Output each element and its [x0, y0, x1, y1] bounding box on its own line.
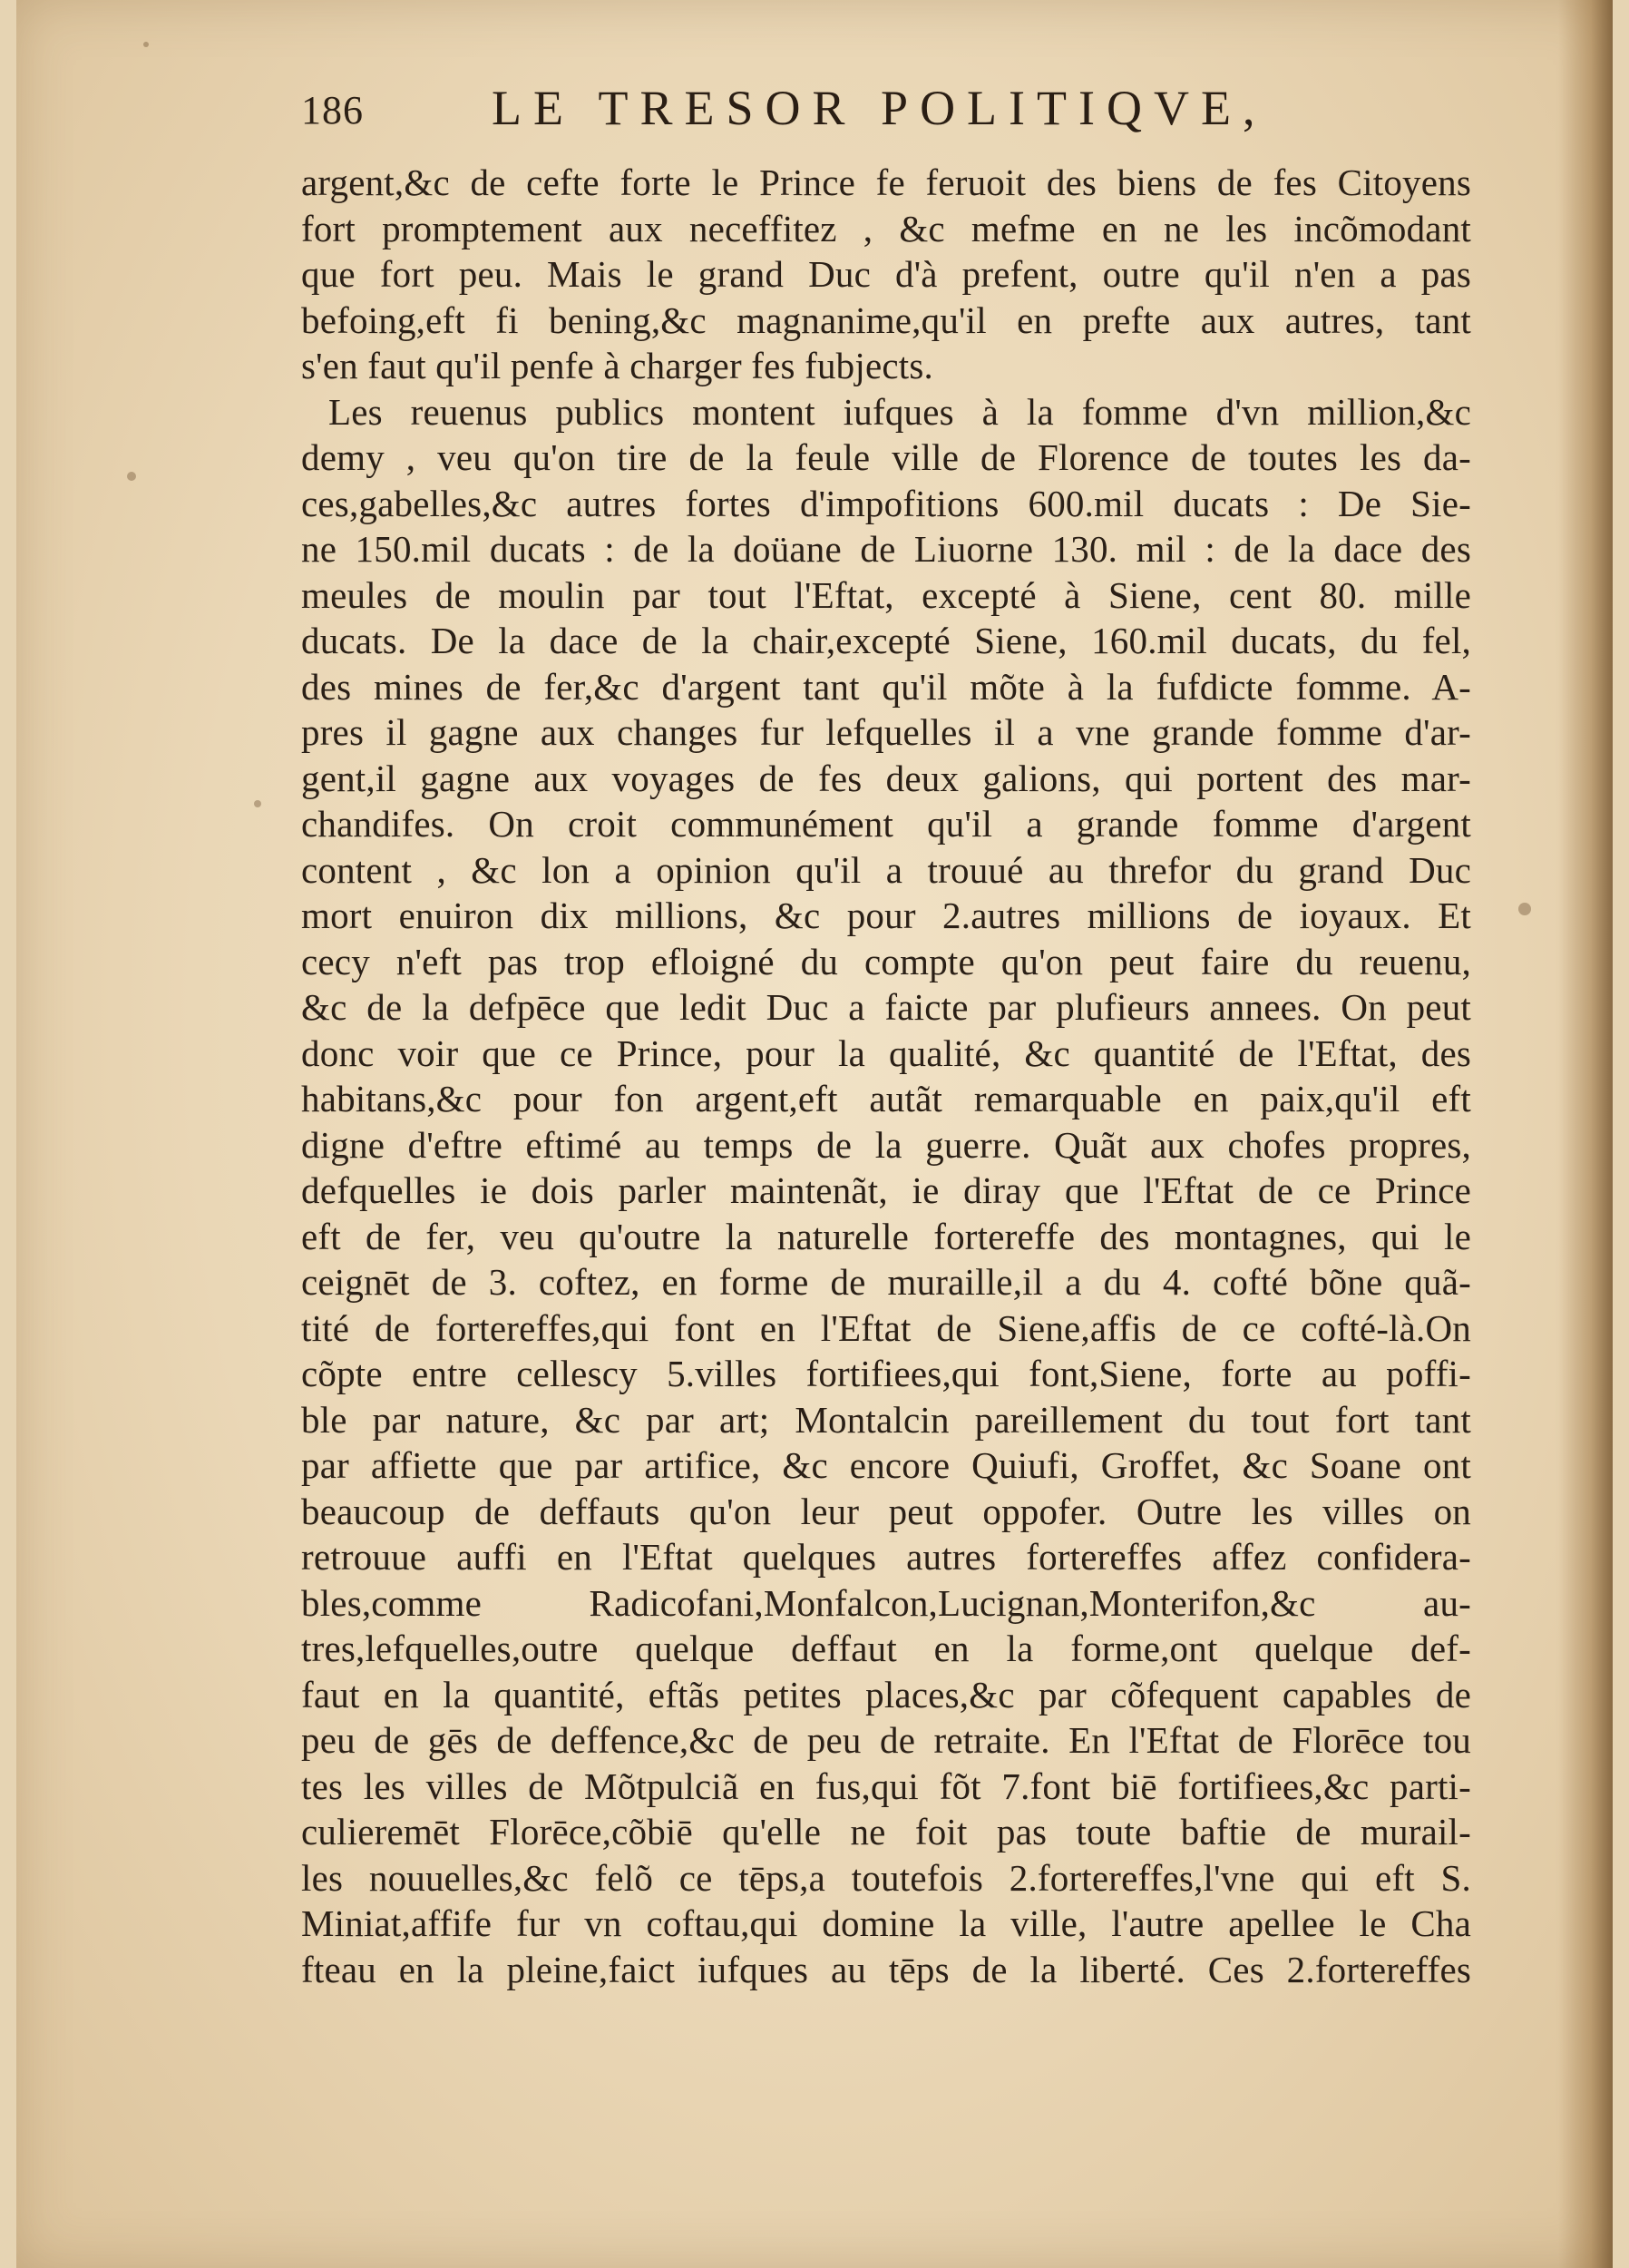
ink-spot — [127, 472, 136, 481]
text-line: tes les villes de Mõtpulciã en fus,qui fõt 7.font biē fortifiees,&c parti- — [301, 1765, 1471, 1807]
text-line: eft de fer, veu qu'outre la naturelle fortereffe des montagnes, qui le — [301, 1215, 1471, 1257]
text-line: &c de la defpēce que ledit Duc a faicte par plufieurs annees. On peut — [301, 986, 1471, 1028]
text-line: que fort peu. Mais le grand Duc d'à prefent, outre qu'il n'en a pas — [301, 253, 1471, 295]
text-line: fort promptement aux neceffitez , &c mefme en ne les incõmodant — [301, 207, 1471, 249]
text-line: retrouue auffi en l'Eftat quelques autres fortereffes affez confidera- — [301, 1536, 1471, 1578]
text-line: digne d'eftre eftimé au temps de la guerre. Quãt aux chofes propres, — [301, 1123, 1471, 1166]
text-line: mort enuiron dix millions, &c pour 2.autres millions de ioyaux. Et — [301, 894, 1471, 936]
text-line: demy , veu qu'on tire de la feule ville de Florence de toutes les da- — [301, 436, 1471, 478]
text-line: argent,&c de cefte forte le Prince fe feruoit des biens de fes Citoyens — [301, 161, 1471, 203]
text-line: tres,lefquelles,outre quelque deffaut en la forme,ont quelque def- — [301, 1628, 1471, 1669]
text-line: gent,il gagne aux voyages de fes deux galions, qui portent des mar- — [301, 757, 1471, 799]
text-line: meules de moulin par tout l'Eftat, excepté à Siene, cent 80. mille — [301, 573, 1471, 616]
running-head: LE TRESOR POLITIQVE, — [492, 81, 1267, 135]
text-line: peu de gēs de deffence,&c de peu de retraite. En l'Eftat de Florēce tou — [301, 1719, 1471, 1761]
text-line: ducats. De la dace de la chair,excepté Siene, 160.mil ducats, du fel, — [301, 620, 1471, 661]
text-line: befoing,eft fi bening,&c magnanime,qu'il en prefte aux autres, tant — [301, 298, 1471, 341]
text-line: habitans,&c pour fon argent,eft autãt remarquable en paix,qu'il eft — [301, 1078, 1471, 1119]
text-line: Miniat,affife fur vn coftau,qui domine la ville, l'autre apellee le Cha — [301, 1902, 1471, 1944]
text-line: content , &c lon a opinion qu'il a trouué au threfor du grand Duc — [301, 848, 1471, 891]
text-line: Les reuenus publics montent iufques à la fomme d'vn million,&c — [328, 390, 1471, 433]
text-line: ble par nature, &c par art; Montalcin pareillement du tout fort tant — [301, 1398, 1471, 1441]
text-line: les nouuelles,&c felõ ce tēps,a toutefois 2.fortereffes,l'vne qui eft S. — [301, 1856, 1471, 1899]
text-line: cecy n'eft pas trop efloigné du compte qu'on peut faire du reuenu, — [301, 940, 1471, 982]
ink-spot — [254, 800, 261, 807]
text-line: par affiette que par artifice, &c encore Quiufi, Groffet, &c Soane ont — [301, 1444, 1471, 1486]
body-text — [301, 160, 1471, 1992]
text-line: culieremēt Florēce,cõbiē qu'elle ne foit pas toute baftie de murail- — [301, 1811, 1471, 1853]
ink-spot — [143, 42, 149, 47]
ink-spot — [1518, 903, 1531, 915]
page-header — [301, 80, 1480, 152]
text-line: defquelles ie dois parler maintenãt, ie diray que l'Eftat de ce Prince — [301, 1169, 1471, 1211]
text-line: s'en faut qu'il penfe à charger fes fubjects. — [301, 345, 933, 386]
text-line: ces,gabelles,&c autres fortes d'impofitions 600.mil ducats : De Sie- — [301, 482, 1471, 524]
text-line: fteau en la pleine,faict iufques au tēps de la liberté. Ces 2.fortereffes — [301, 1948, 1471, 1990]
text-line: pres il gagne aux changes fur lefquelles il a vne grande fomme d'ar- — [301, 711, 1471, 753]
text-line: beaucoup de deffauts qu'on leur peut oppofer. Outre les villes on — [301, 1490, 1471, 1532]
text-line: tité de fortereffes,qui font en l'Eftat de Siene,affis de ce cofté-là.On — [301, 1306, 1471, 1349]
text-line: donc voir que ce Prince, pour la qualité, &c quantité de l'Eftat, des — [301, 1031, 1471, 1074]
text-line: ne 150.mil ducats : de la doüane de Liuorne 130. mil : de la dace des — [301, 528, 1471, 570]
text-line: chandifes. On croit communément qu'il a grande fomme d'argent — [301, 803, 1471, 845]
text-line: des mines de fer,&c d'argent tant qu'il mõte à la fufdicte fomme. A- — [301, 665, 1471, 708]
text-line: bles,comme Radicofani,Monfalcon,Lucignan,Monterifon,&c au- — [301, 1581, 1471, 1624]
page-number: 186 — [301, 88, 364, 132]
page-gutter-shadow — [1558, 0, 1613, 2268]
text-line: faut en la quantité, eftãs petites places,&c par cõfequent capables de — [301, 1673, 1471, 1716]
text-line: ceignēt de 3. coftez, en forme de muraille,il a du 4. cofté bõne quã- — [301, 1261, 1471, 1303]
text-line: cõpte entre cellescy 5.villes fortifiees,qui font,Siene, forte au poffi- — [301, 1353, 1471, 1394]
